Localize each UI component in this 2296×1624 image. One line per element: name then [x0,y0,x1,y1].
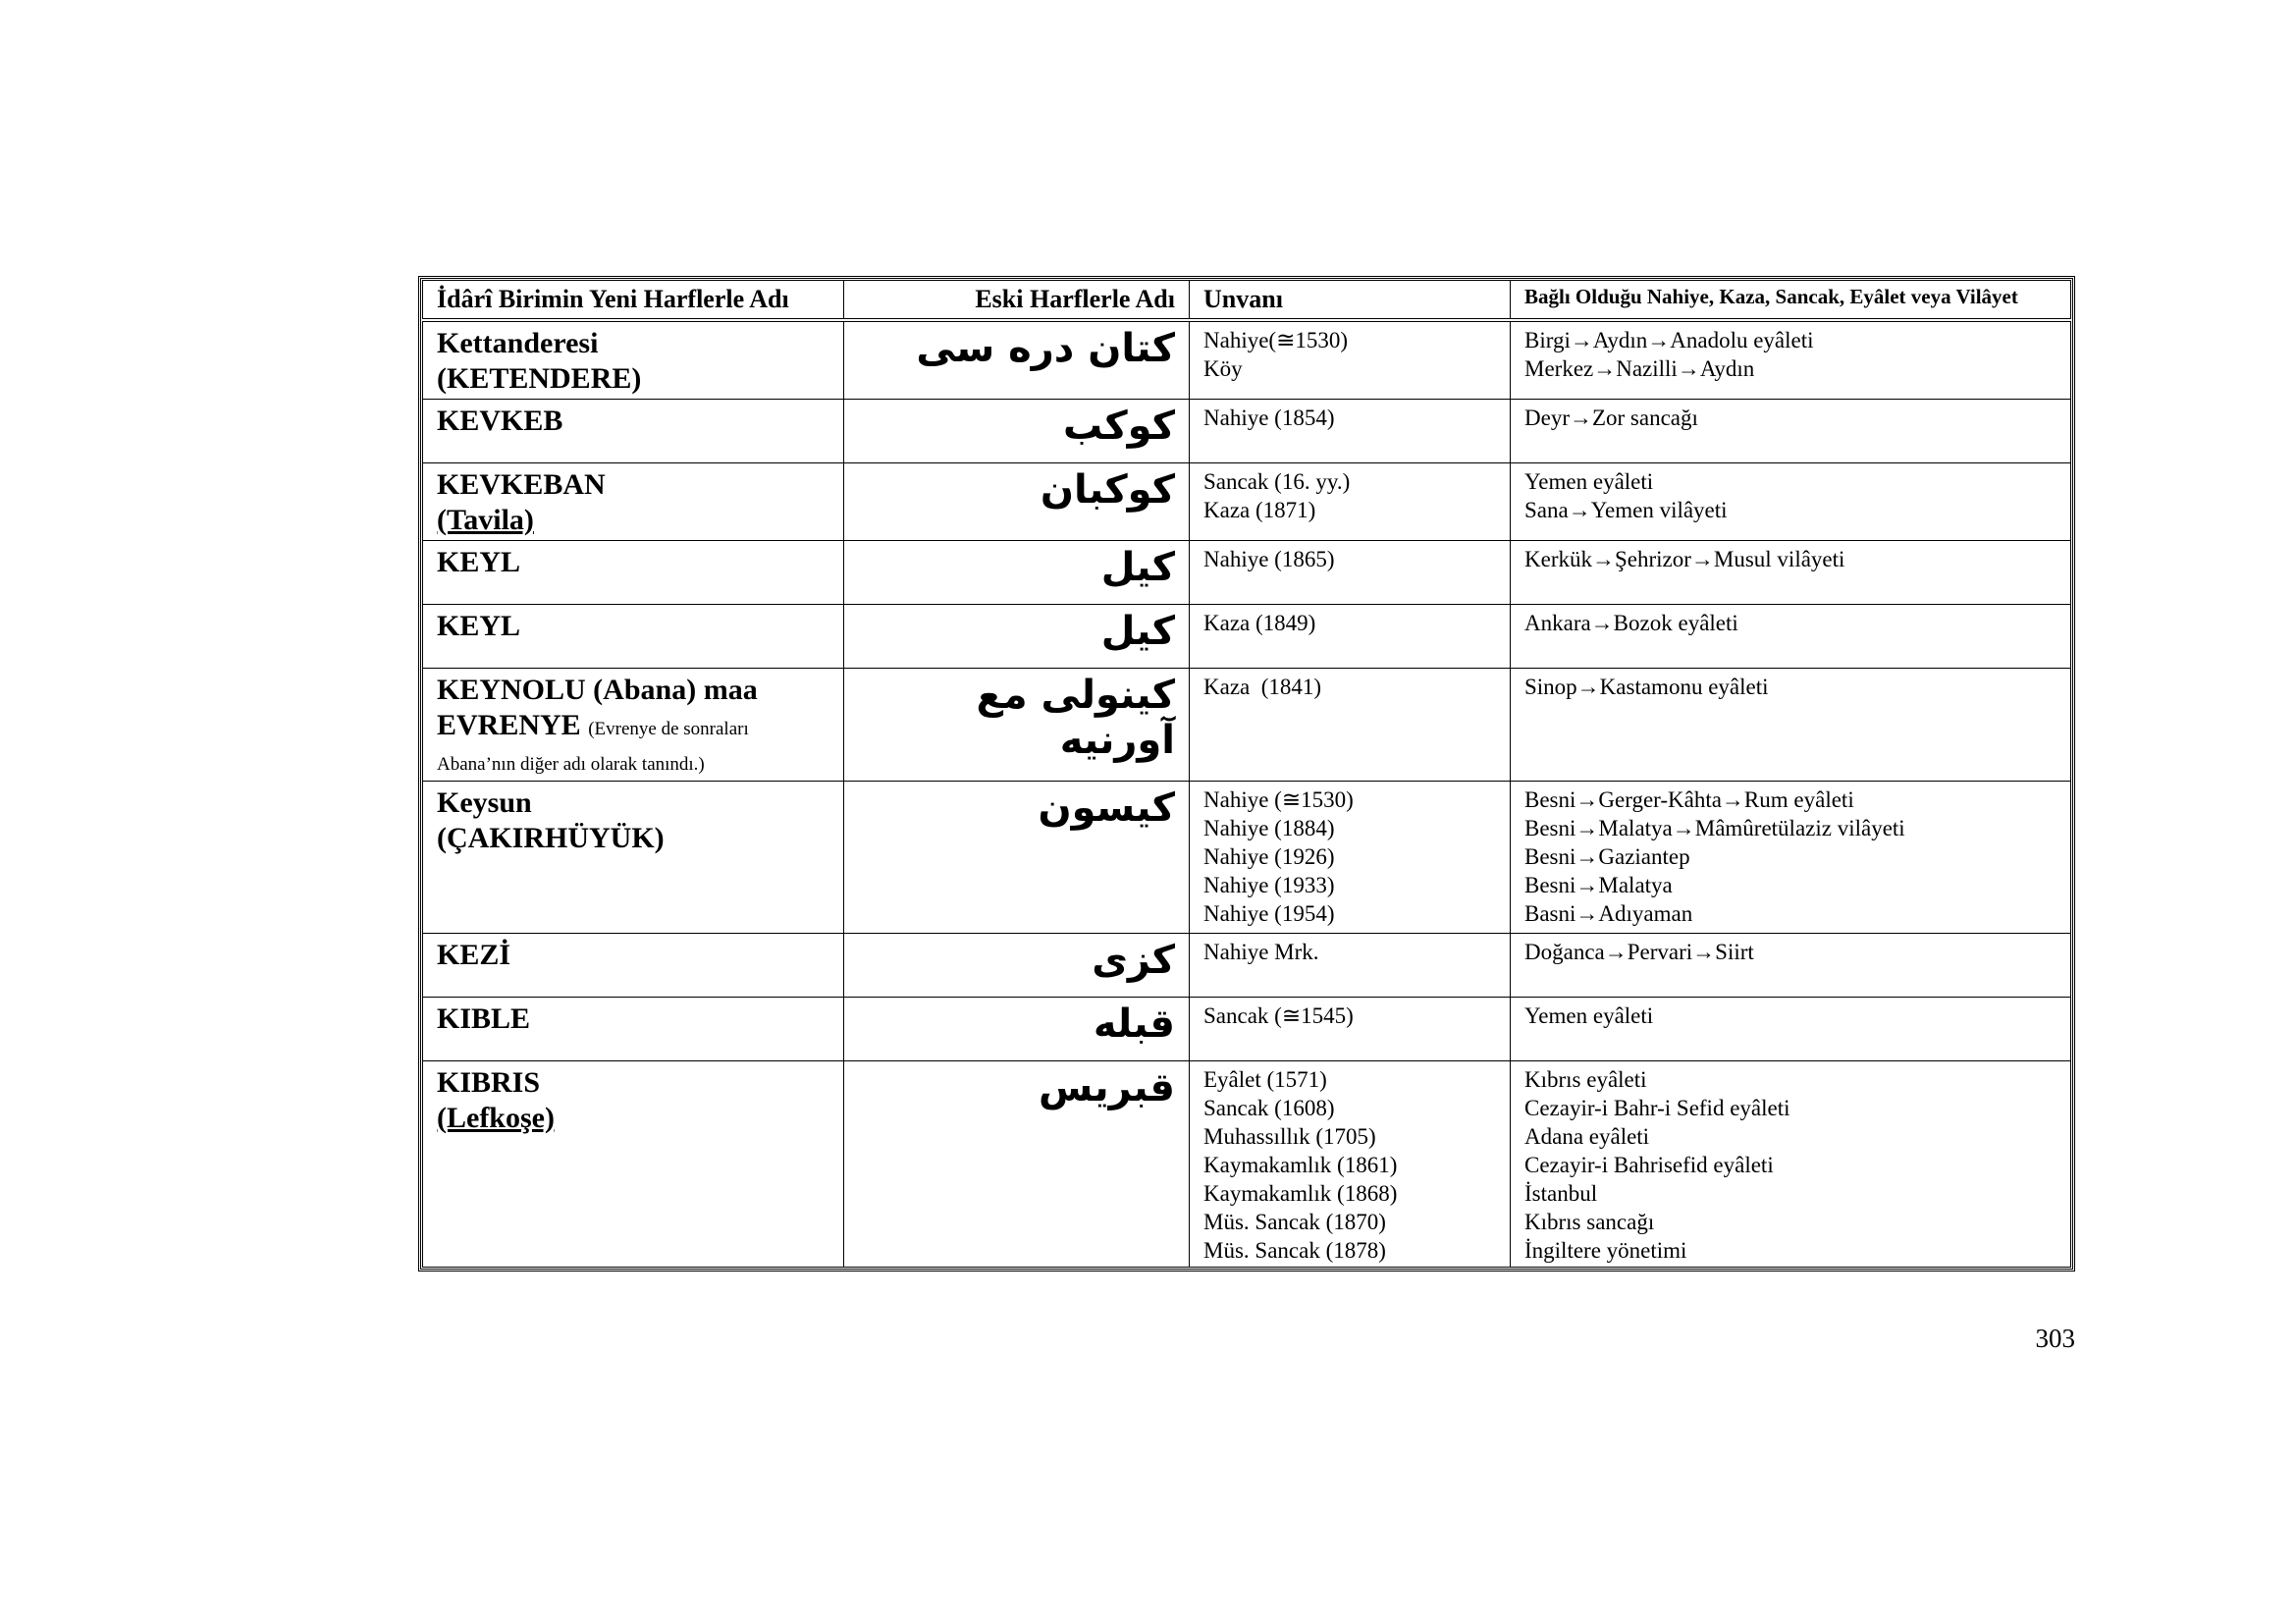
title-entry: Kaymakamlık (1861) [1203,1152,1398,1177]
ottoman-name: كيسون [844,781,1190,933]
title-entry: Muhassıllık (1705) [1203,1123,1376,1149]
parent-cell [1511,604,2071,668]
unit-note: (Evrenye de sonraları Abana’nın diğer adı olarak tanındı.) [437,718,749,775]
unit-alt-name: (KETENDERE) [437,361,642,395]
title-entry: Müs. Sancak (1870) [1203,1209,1386,1234]
title-entry: Nahiye (1954) [1203,900,1335,926]
ottoman-name: كوكب [844,399,1190,462]
title-cell [1190,462,1511,540]
parent-cell [1511,781,2071,933]
table-row [423,668,2071,781]
parent-entry: Doğanca→Pervari→Siirt [1524,939,1754,964]
admin-units-table [418,276,2075,1272]
title-entry: Nahiye(≅1530) [1203,327,1349,352]
title-cell [1190,1060,1511,1267]
parent-cell [1511,933,2071,997]
title-entry: Kaza (1871) [1203,497,1316,522]
title-entry: Nahiye (1854) [1203,405,1335,430]
unit-name-cell [423,933,844,997]
table-row [423,781,2071,933]
header-title: Unvanı [1190,281,1511,320]
parent-entry: Yemen eyâleti [1524,1002,1654,1028]
parent-entry: Kıbrıs eyâleti [1524,1066,1647,1092]
title-entry: Kaymakamlık (1868) [1203,1180,1398,1206]
parent-entry: Basni→Adıyaman [1524,900,1693,926]
unit-name: KEVKEB [437,404,563,437]
page-number: 303 [2035,1324,2075,1353]
ottoman-name: كوكبان [844,462,1190,540]
title-cell [1190,399,1511,462]
title-entry: Nahiye (≅1530) [1203,786,1354,812]
parent-cell [1511,540,2071,604]
title-cell [1190,781,1511,933]
unit-name-cell [423,604,844,668]
parent-entry: Besni→Gaziantep [1524,843,1690,869]
unit-name-cell [423,320,844,400]
ottoman-name: كزى [844,933,1190,997]
unit-name: KEYL [437,545,521,578]
parent-entry: Ankara→Bozok eyâleti [1524,610,1738,635]
title-cell [1190,933,1511,997]
title-cell [1190,540,1511,604]
unit-name: KIBLE [437,1001,531,1035]
unit-name: KEVKEBAN [437,467,606,501]
unit-name: Keysun [437,785,532,819]
parent-cell [1511,320,2071,400]
parent-entry: Merkez→Nazilli→Aydın [1524,355,1755,381]
title-entry: Nahiye (1933) [1203,872,1335,897]
parent-entry: Sana→Yemen vilâyeti [1524,497,1728,522]
title-entry: Kaza (1849) [1203,610,1316,635]
title-entry: Sancak (1608) [1203,1095,1335,1120]
parent-entry: Besni→Gerger-Kâhta→Rum eyâleti [1524,786,1854,812]
ottoman-name: كينولى مع آورنيه [844,668,1190,781]
title-entry: Nahiye Mrk. [1203,939,1319,964]
parent-cell [1511,1060,2071,1267]
unit-name: KEYNOLU (Abana) maa [437,673,758,706]
ottoman-name: كيل [844,540,1190,604]
unit-name-cell [423,540,844,604]
parent-entry: İngiltere yönetimi [1524,1237,1687,1263]
parent-entry: Yemen eyâleti [1524,468,1654,494]
header-old-script: Eski Harflerle Adı [844,281,1190,320]
ottoman-name: كتان دره سى [844,320,1190,400]
unit-alt-name: (ÇAKIRHÜYÜK) [437,821,665,854]
unit-name-cell [423,462,844,540]
title-entry: Sancak (16. yy.) [1203,468,1351,494]
parent-entry: Besni→Malatya→Mâmûretülaziz vilâyeti [1524,815,1905,840]
header-parent: Bağlı Olduğu Nahiye, Kaza, Sancak, Eyâlet veya Vilâyet [1511,281,2071,320]
title-entry: Nahiye (1865) [1203,546,1335,571]
table-header-row [423,281,2071,320]
parent-cell [1511,462,2071,540]
title-entry: Sancak (≅1545) [1203,1002,1354,1028]
ottoman-name: قبله [844,997,1190,1060]
table-row [423,997,2071,1060]
unit-name: Kettanderesi [437,326,599,359]
table-row [423,462,2071,540]
table-row [423,1060,2071,1267]
title-cell [1190,604,1511,668]
parent-entry: Sinop→Kastamonu eyâleti [1524,674,1769,699]
parent-entry: Cezayir-i Bahr-i Sefid eyâleti [1524,1095,1790,1120]
table-row [423,933,2071,997]
unit-name-cell [423,997,844,1060]
unit-name-secondary: EVRENYE [437,708,581,741]
ottoman-name: قبريس [844,1060,1190,1267]
title-entry: Nahiye (1926) [1203,843,1335,869]
parent-cell [1511,668,2071,781]
parent-entry: Birgi→Aydın→Anadolu eyâleti [1524,327,1814,352]
title-entry: Kaza (1841) [1203,674,1322,699]
header-name: İdârî Birimin Yeni Harflerle Adı [423,281,844,320]
parent-cell [1511,399,2071,462]
ottoman-name: كيل [844,604,1190,668]
unit-name-cell [423,668,844,781]
table-row [423,399,2071,462]
title-cell [1190,320,1511,400]
parent-entry: Deyr→Zor sancağı [1524,405,1698,430]
unit-name-cell [423,1060,844,1267]
parent-entry: Adana eyâleti [1524,1123,1650,1149]
parent-cell [1511,997,2071,1060]
table-row [423,604,2071,668]
title-entry: Nahiye (1884) [1203,815,1335,840]
parent-entry: Cezayir-i Bahrisefid eyâleti [1524,1152,1774,1177]
parent-entry: İstanbul [1524,1180,1598,1206]
title-cell [1190,997,1511,1060]
parent-entry: Kerkük→Şehrizor→Musul vilâyeti [1524,546,1845,571]
table [422,280,2071,1268]
table-row [423,540,2071,604]
unit-alt-name: (Lefkoşe) [437,1101,555,1134]
title-cell [1190,668,1511,781]
table-row [423,320,2071,400]
unit-name: KEYL [437,609,521,642]
unit-name: KIBRIS [437,1065,541,1099]
title-entry: Müs. Sancak (1878) [1203,1237,1386,1263]
title-entry: Eyâlet (1571) [1203,1066,1327,1092]
unit-name-cell [423,781,844,933]
unit-name: KEZİ [437,938,511,971]
unit-alt-name: (Tavila) [437,503,534,536]
parent-entry: Kıbrıs sancağı [1524,1209,1655,1234]
unit-name-cell [423,399,844,462]
parent-entry: Besni→Malatya [1524,872,1673,897]
title-entry: Köy [1203,355,1243,381]
